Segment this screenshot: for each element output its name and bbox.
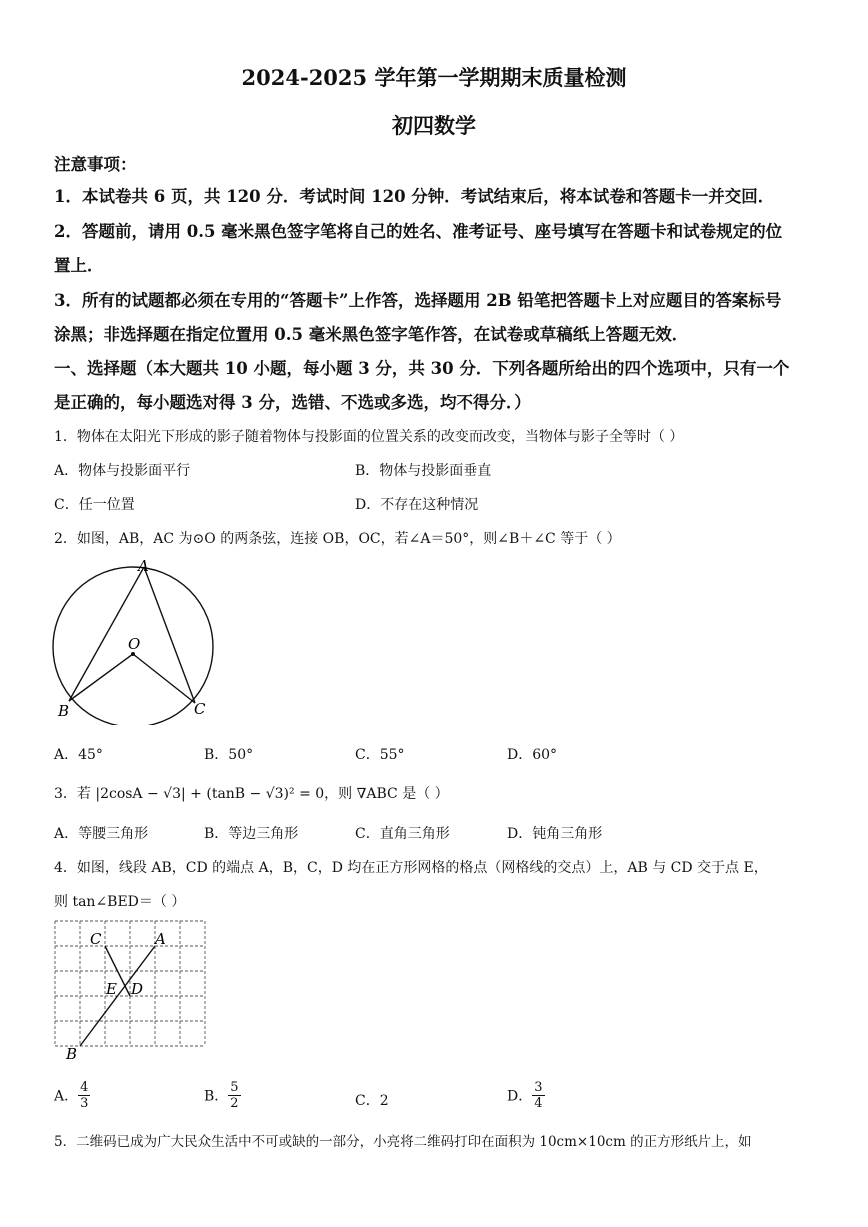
question-4-stem-line-2: 则 tan∠BED＝（ ）: [54, 894, 186, 910]
fraction-a: [78, 1080, 90, 1111]
grid-lines: [55, 921, 205, 1046]
question-1-option-a: A．物体与投影面平行: [54, 463, 191, 479]
question-3-stem: 3．若 |2cosA − √3| + (tanB − √3)² = 0，则 ∇ABC 是（ ）: [54, 786, 449, 802]
question-4-option-b-prefix: B．: [204, 1088, 229, 1105]
fraction-d: [532, 1080, 544, 1111]
notice-heading: 注意事项：: [54, 155, 137, 174]
notice-item-2-line-1: 2．答题前，请用 0.5 毫米黑色签字笔将自己的姓名、准考证号、座号填写在答题卡和试卷规定的位: [54, 222, 783, 241]
fraction-d-denominator: 4: [534, 1096, 543, 1111]
fraction-b: [228, 1080, 240, 1111]
question-4-option-b: [204, 1080, 241, 1111]
page-subtitle: 初四数学: [392, 113, 476, 138]
label-a: A: [138, 557, 149, 575]
question-1-option-b: B．物体与投影面垂直: [355, 463, 492, 479]
grid-figure: [52, 918, 212, 1066]
page-title: 2024-2025 学年第一学期期末质量检测: [241, 65, 627, 90]
fraction-d-numerator: 3: [534, 1080, 543, 1095]
question-4-option-d-prefix: D．: [507, 1088, 533, 1105]
fraction-a-numerator: 4: [80, 1080, 89, 1095]
label-e: E: [106, 980, 117, 998]
circle-figure: [40, 555, 230, 725]
question-3-option-b: B．等边三角形: [204, 826, 299, 842]
segment-ob: [69, 654, 133, 701]
label-c: C: [194, 700, 206, 718]
question-4-option-a: [54, 1080, 90, 1111]
question-1-stem: 1．物体在太阳光下形成的影子随着物体与投影面的位置关系的改变而改变，当物体与影子全等时（ ）: [54, 429, 684, 445]
question-2-option-a: A．45°: [54, 747, 103, 763]
label-b: B: [58, 702, 70, 720]
question-3-option-d: D．钝角三角形: [507, 826, 603, 842]
question-1-option-c: C．任一位置: [54, 497, 135, 513]
question-3-option-c: C．直角三角形: [355, 826, 450, 842]
question-4-option-a-prefix: A．: [54, 1088, 79, 1105]
label-b: B: [66, 1045, 78, 1063]
label-o: O: [128, 635, 141, 653]
label-a: A: [155, 930, 166, 948]
question-3-option-a: A．等腰三角形: [54, 826, 149, 842]
question-2-option-d: D．60°: [507, 747, 558, 763]
question-4-option-d: [507, 1080, 545, 1111]
label-d: D: [131, 980, 144, 998]
section-1-line-1: 一、选择题（本大题共 10 小题，每小题 3 分，共 30 分．下列各题所给出的四个选项中，只有一个: [54, 359, 790, 378]
question-2-option-b: B．50°: [204, 747, 254, 763]
notice-item-2-line-2: 置上．: [54, 256, 104, 275]
question-2-option-c: C．55°: [355, 747, 405, 763]
fraction-b-denominator: 2: [230, 1096, 239, 1111]
fraction-a-denominator: 3: [80, 1096, 89, 1111]
notice-item-3-line-2: 涂黑；非选择题在指定位置用 0.5 毫米黑色签字笔作答，在试卷或草稿纸上答题无效．: [54, 325, 689, 344]
question-4-option-c: C．2: [355, 1093, 389, 1109]
notice-item-1: 1．本试卷共 6 页，共 120 分．考试时间 120 分钟．考试结束后，将本试卷和答题卡一并交回．: [54, 187, 775, 206]
fraction-b-numerator: 5: [230, 1080, 239, 1095]
question-1-option-d: D．不存在这种情况: [355, 497, 479, 513]
label-c: C: [90, 930, 102, 948]
question-2-stem: 2．如图，AB，AC 为⊙O 的两条弦，连接 OB，OC，若∠A＝50°，则∠B＋∠C 等于（ ）: [54, 531, 621, 547]
section-1-line-2: 是正确的，每小题选对得 3 分，选错、不选或多选，均不得分．）: [54, 393, 531, 412]
notice-item-3-line-1: 3．所有的试题都必须在专用的“答题卡”上作答，选择题用 2B 铅笔把答题卡上对应题目的答案标号: [54, 291, 782, 310]
question-4-stem-line-1: 4．如图，线段 AB，CD 的端点 A，B，C，D 均在正方形网格的格点（网格线的交点）上，AB 与 CD 交于点 E，: [54, 860, 768, 876]
question-5-stem: 5．二维码已成为广大民众生活中不可或缺的一部分，小亮将二维码打印在面积为 10cm×10cm 的正方形纸片上，如: [54, 1134, 752, 1150]
